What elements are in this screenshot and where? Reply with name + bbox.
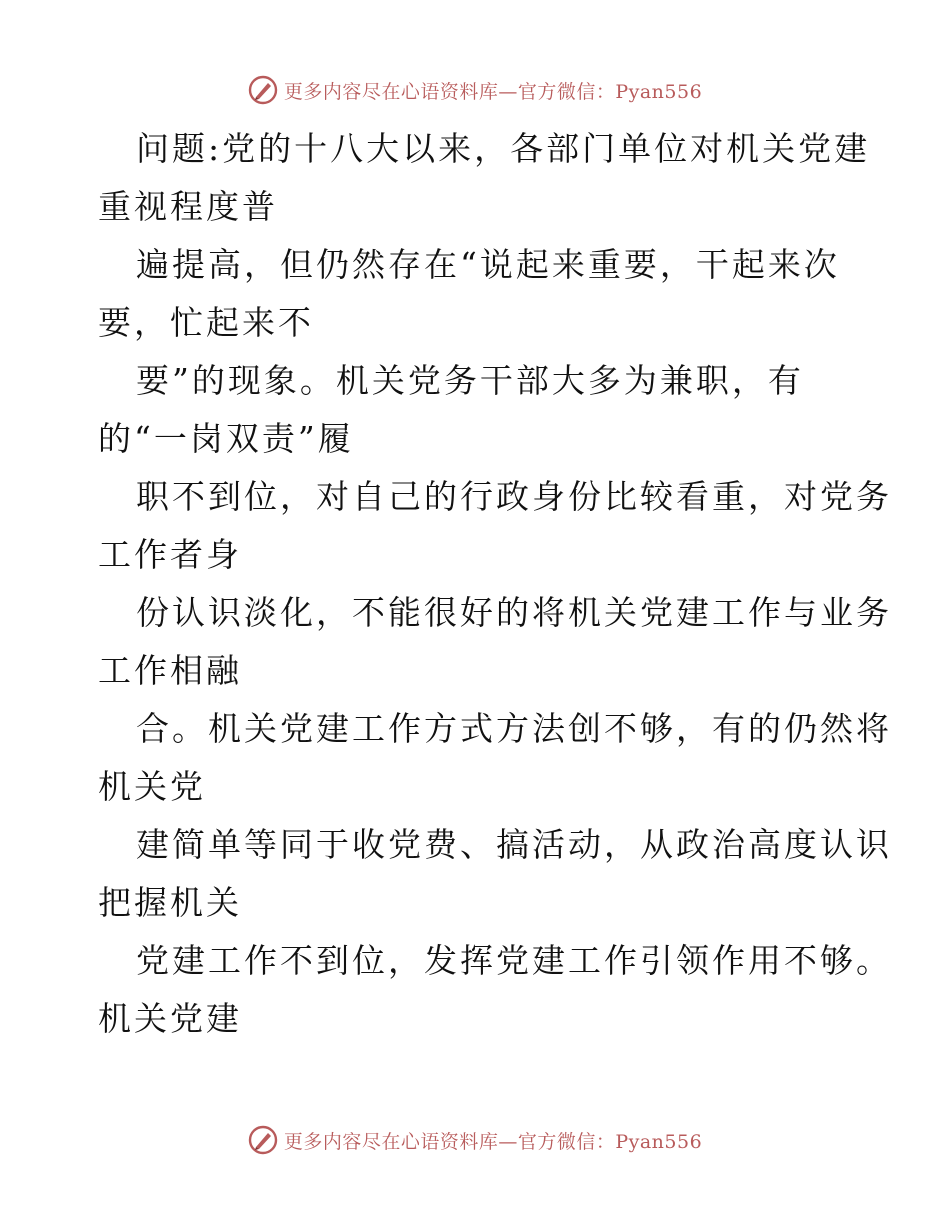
watermark-text: 更多内容尽在心语资料库—官方微信：Pyan556 bbox=[283, 80, 703, 103]
body-line: 份认识淡化，不能很好的将机关党建工作与业务 bbox=[136, 593, 892, 632]
document-body bbox=[98, 120, 892, 1048]
body-line: 建简单等同于收党费、搞活动，从政治高度认识 bbox=[136, 825, 892, 864]
body-line: 工作相融 bbox=[98, 651, 242, 690]
body-line: 要”的现象。机关党务干部大多为兼职，有 bbox=[136, 361, 804, 400]
pen-logo-icon bbox=[248, 75, 278, 105]
body-line: 机关党建 bbox=[98, 999, 242, 1038]
body-line: 合。机关党建工作方式方法创不够，有的仍然将 bbox=[136, 709, 892, 748]
body-line: 问题:党的十八大以来，各部门单位对机关党建 bbox=[136, 129, 871, 168]
pen-logo-icon bbox=[248, 1125, 278, 1155]
body-line: 职不到位，对自己的行政身份比较看重，对党务 bbox=[136, 477, 892, 516]
body-line: 要，忙起来不 bbox=[98, 303, 314, 342]
body-line: 的“一岗双责”履 bbox=[98, 419, 354, 458]
body-line: 把握机关 bbox=[98, 883, 242, 922]
footer-watermark bbox=[0, 1120, 950, 1160]
body-line: 工作者身 bbox=[98, 535, 242, 574]
watermark-text: 更多内容尽在心语资料库—官方微信：Pyan556 bbox=[283, 1130, 703, 1153]
body-line: 遍提高，但仍然存在“说起来重要，干起来次 bbox=[136, 245, 840, 284]
header-watermark bbox=[0, 70, 950, 110]
body-line: 党建工作不到位，发挥党建工作引领作用不够。 bbox=[136, 941, 892, 980]
body-line: 机关党 bbox=[98, 767, 206, 806]
body-line: 重视程度普 bbox=[98, 187, 278, 226]
